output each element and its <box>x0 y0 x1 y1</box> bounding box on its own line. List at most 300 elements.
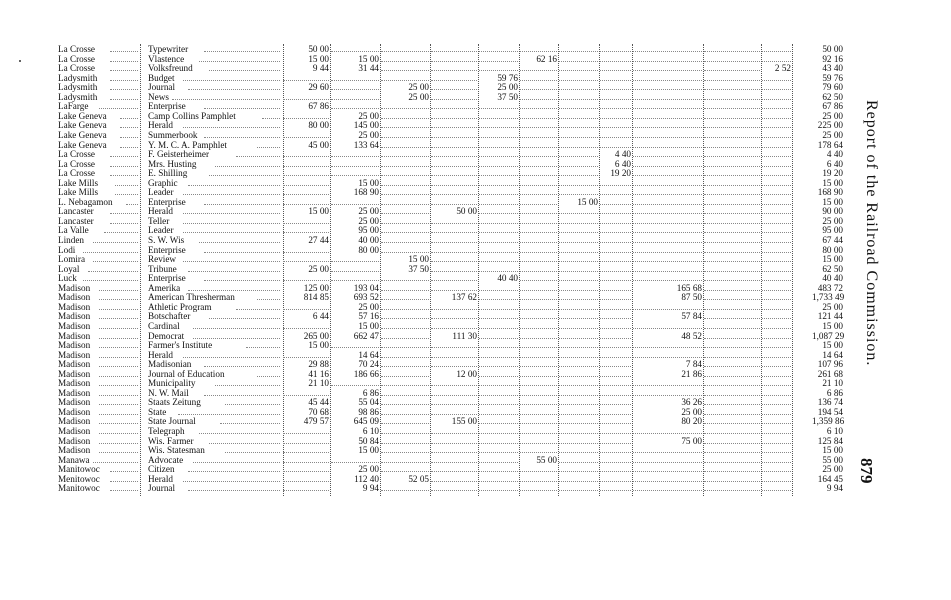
town-cell: Madison <box>58 387 91 398</box>
amount-cell <box>331 197 379 207</box>
town-cell: Madison <box>58 445 91 456</box>
amount-cell <box>381 225 429 235</box>
paper-cell: Citizen <box>148 464 175 475</box>
amount-cell <box>283 168 329 178</box>
total-cell: 92 16 <box>822 53 843 64</box>
town-cell: Madison <box>58 426 91 436</box>
amount-cell <box>559 225 598 235</box>
amount-cell <box>600 416 631 426</box>
leader-dots <box>215 166 280 167</box>
amount-cell: 125 00 <box>303 282 329 293</box>
amount-cell <box>431 197 477 207</box>
leader-dots <box>188 185 280 186</box>
amount-cell <box>633 245 702 255</box>
total-cell: 121 44 <box>817 311 843 322</box>
total-cell: 80 00 <box>822 244 843 255</box>
amount-cell <box>559 416 598 426</box>
amount-cell <box>283 216 329 226</box>
amount-cell <box>762 168 791 178</box>
amount-cell <box>520 350 557 360</box>
amount-cell <box>283 474 329 484</box>
town-cell: Ladysmith <box>58 82 98 93</box>
leader-dots <box>110 80 138 81</box>
total-cell: 15 00 <box>822 196 843 207</box>
amount-cell <box>762 111 791 121</box>
leader-dots <box>183 357 280 358</box>
amount-cell <box>762 225 791 235</box>
amount-cell <box>762 120 791 130</box>
paper-cell: Madisonian <box>148 359 192 370</box>
leader-dots <box>188 89 280 90</box>
total-cell: 55 00 <box>822 454 843 465</box>
amount-cell <box>431 378 477 388</box>
amount-cell <box>520 388 557 398</box>
amount-cell <box>762 426 791 436</box>
amount-cell <box>381 273 429 283</box>
amount-cell <box>633 168 702 178</box>
leader-dots <box>99 414 138 415</box>
amount-cell <box>381 483 429 493</box>
amount-cell <box>559 82 598 92</box>
amount-cell <box>600 264 631 274</box>
leader-dots <box>99 347 138 348</box>
amount-cell <box>520 101 557 111</box>
amount-cell <box>704 426 760 436</box>
amount-cell <box>633 483 702 493</box>
amount-cell <box>633 73 702 83</box>
leader-dots <box>99 404 138 405</box>
amount-cell <box>283 455 329 465</box>
amount-cell <box>762 101 791 111</box>
amount-cell <box>520 187 557 197</box>
town-cell: Lake Mills <box>58 177 99 188</box>
amount-cell <box>431 235 477 245</box>
town-cell: La Crosse <box>58 149 95 160</box>
amount-cell <box>520 445 557 455</box>
total-cell: 62 50 <box>822 263 843 274</box>
amount-cell <box>479 245 518 255</box>
amount-cell: 12 00 <box>456 368 477 379</box>
amount-cell <box>704 225 760 235</box>
amount-cell: 50 84 <box>358 435 379 446</box>
amount-cell <box>431 149 477 159</box>
amount-cell <box>762 149 791 159</box>
amount-cell <box>559 245 598 255</box>
amount-cell <box>600 111 631 121</box>
town-cell: Linden <box>58 235 85 245</box>
paper-cell: Amerika <box>148 282 181 293</box>
amount-cell <box>520 302 557 312</box>
amount-cell <box>600 254 631 264</box>
amount-cell <box>600 378 631 388</box>
amount-cell <box>600 54 631 64</box>
amount-cell <box>431 54 477 64</box>
total-cell: 62 50 <box>822 91 843 102</box>
amount-cell <box>283 436 329 446</box>
total-cell: 25 00 <box>822 129 843 140</box>
leader-dots <box>188 471 280 472</box>
amount-cell <box>559 216 598 226</box>
amount-cell <box>520 206 557 216</box>
paper-cell: News <box>148 91 169 102</box>
amount-cell <box>559 340 598 350</box>
amount-cell <box>559 149 598 159</box>
amount-cell <box>559 111 598 121</box>
paper-cell: N. W. Mail <box>148 387 189 398</box>
town-cell: La Crosse <box>58 168 95 179</box>
amount-cell: 265 00 <box>303 330 329 341</box>
leader-dots <box>262 118 280 119</box>
amount-cell <box>381 436 429 446</box>
amount-cell: 62 16 <box>536 53 557 64</box>
amount-cell <box>600 92 631 102</box>
amount-cell <box>762 54 791 64</box>
amount-cell <box>633 149 702 159</box>
amount-cell <box>520 359 557 369</box>
amount-cell <box>559 54 598 64</box>
paper-cell: Enterprise <box>148 196 186 207</box>
amount-cell <box>704 397 760 407</box>
amount-cell <box>704 369 760 379</box>
leader-dots <box>99 452 138 453</box>
amount-cell <box>431 359 477 369</box>
leader-dots <box>199 242 280 243</box>
amount-cell: 98 86 <box>358 406 379 417</box>
town-cell: Madison <box>58 359 91 370</box>
leader-dots <box>110 61 138 62</box>
amount-cell <box>479 254 518 264</box>
leader-dots <box>199 61 280 62</box>
amount-cell <box>600 388 631 398</box>
leader-dots <box>99 338 138 339</box>
amount-cell: 15 00 <box>358 53 379 64</box>
amount-cell <box>381 140 429 150</box>
amount-cell <box>633 54 702 64</box>
amount-cell: 52 05 <box>408 473 429 484</box>
leader-dots <box>188 290 280 291</box>
leader-dots <box>193 338 280 339</box>
amount-cell <box>559 44 598 54</box>
amount-cell <box>479 426 518 436</box>
amount-cell <box>704 120 760 130</box>
leader-dots <box>204 395 280 396</box>
amount-cell <box>633 101 702 111</box>
amount-cell: 4 40 <box>614 149 631 160</box>
amount-cell <box>559 206 598 216</box>
total-cell: 15 00 <box>822 320 843 331</box>
total-cell: 125 84 <box>817 435 843 446</box>
amount-cell <box>600 464 631 474</box>
leader-dots <box>99 443 138 444</box>
amount-cell <box>381 292 429 302</box>
paper-cell: Camp Collins Pamphlet <box>148 110 236 121</box>
amount-cell <box>559 254 598 264</box>
amount-cell: 45 44 <box>308 397 329 408</box>
amount-cell: 15 00 <box>358 445 379 456</box>
leader-dots <box>209 70 280 71</box>
amount-cell <box>600 235 631 245</box>
amount-cell <box>381 302 429 312</box>
leader-dots <box>115 194 138 195</box>
amount-cell <box>704 264 760 274</box>
amount-cell <box>520 464 557 474</box>
paper-cell: Herald <box>148 206 173 217</box>
amount-cell <box>479 63 518 73</box>
page-number: 879 <box>857 458 876 484</box>
paper-cell: Wis. Farmer <box>148 435 194 446</box>
amount-cell <box>331 101 379 111</box>
town-cell: Madison <box>58 301 91 312</box>
amount-cell: 15 00 <box>358 320 379 331</box>
amount-cell <box>600 140 631 150</box>
amount-cell <box>283 92 329 102</box>
amount-cell <box>431 464 477 474</box>
amount-cell <box>600 120 631 130</box>
total-cell: 194 54 <box>817 406 843 417</box>
amount-cell: 186 66 <box>353 368 379 379</box>
leader-dots <box>110 471 138 472</box>
amount-cell <box>520 235 557 245</box>
amount-cell <box>479 178 518 188</box>
leader-dots <box>183 481 280 482</box>
amount-cell <box>704 73 760 83</box>
total-cell: 40 40 <box>822 273 843 284</box>
amount-cell: 50 00 <box>308 44 329 54</box>
amount-cell <box>559 474 598 484</box>
amount-cell <box>633 350 702 360</box>
amount-cell <box>331 82 379 92</box>
amount-cell <box>633 111 702 121</box>
amount-cell <box>381 416 429 426</box>
leader-dots <box>183 213 280 214</box>
amount-cell <box>600 436 631 446</box>
town-cell: Madison <box>58 311 91 322</box>
town-cell: L. Nebagamon <box>58 196 113 207</box>
paper-cell: Enterprise <box>148 273 186 284</box>
paper-cell: Enterprise <box>148 101 186 112</box>
amount-cell: 25 00 <box>358 129 379 140</box>
town-cell: Lomira <box>58 254 86 265</box>
leader-dots <box>110 223 138 224</box>
amount-cell <box>431 445 477 455</box>
amount-cell <box>704 350 760 360</box>
amount-cell <box>431 245 477 255</box>
amount-cell <box>283 73 329 83</box>
amount-cell <box>431 120 477 130</box>
leader-dots <box>83 280 138 281</box>
amount-cell: 45 00 <box>308 139 329 150</box>
amount-cell <box>283 245 329 255</box>
leader-dots <box>99 376 138 377</box>
amount-cell <box>520 178 557 188</box>
amount-cell <box>633 445 702 455</box>
leader-dots <box>99 385 138 386</box>
amount-cell <box>704 455 760 465</box>
amount-cell <box>704 92 760 102</box>
leader-dots <box>93 462 138 463</box>
amount-cell: 57 16 <box>358 311 379 322</box>
amount-cell <box>479 416 518 426</box>
paper-cell: Telegraph <box>148 426 185 436</box>
paper-cell: Y. M. C. A. Pamphlet <box>148 139 227 150</box>
amount-cell <box>431 273 477 283</box>
amount-cell <box>381 369 429 379</box>
total-cell: 107 96 <box>817 359 843 370</box>
amount-cell <box>762 73 791 83</box>
paper-cell: Democrat <box>148 330 185 341</box>
leader-dots <box>120 127 138 128</box>
amount-cell <box>762 264 791 274</box>
amount-cell: 80 00 <box>358 244 379 255</box>
amount-cell <box>381 130 429 140</box>
paper-cell: Journal <box>148 483 176 494</box>
amount-cell <box>762 92 791 102</box>
amount-cell: 41 16 <box>308 368 329 379</box>
amount-cell: 80 20 <box>681 416 702 427</box>
amount-cell: 50 00 <box>456 206 477 217</box>
amount-cell <box>600 283 631 293</box>
amount-cell <box>520 321 557 331</box>
leader-dots <box>178 414 281 415</box>
leader-dots <box>93 242 138 243</box>
amount-cell <box>762 474 791 484</box>
town-cell: Manawa <box>58 454 90 465</box>
amount-cell <box>431 397 477 407</box>
amount-cell <box>762 464 791 474</box>
amount-cell <box>633 197 702 207</box>
total-cell: 1,359 86 <box>812 416 845 427</box>
leader-dots <box>99 299 138 300</box>
leader-dots <box>215 385 280 386</box>
amount-cell <box>479 378 518 388</box>
amount-cell <box>479 225 518 235</box>
amount-cell <box>704 321 760 331</box>
amount-cell <box>633 321 702 331</box>
paper-cell: Herald <box>148 349 173 360</box>
amount-cell <box>633 455 702 465</box>
amount-cell <box>283 302 329 312</box>
amount-cell <box>479 302 518 312</box>
total-cell: 59 76 <box>822 72 843 83</box>
amount-cell: 15 00 <box>577 196 598 207</box>
amount-cell <box>704 254 760 264</box>
amount-cell <box>520 92 557 102</box>
town-cell: Lodi <box>58 244 76 255</box>
amount-cell: 57 84 <box>681 311 702 322</box>
amount-cell <box>431 350 477 360</box>
amount-cell <box>600 82 631 92</box>
town-cell: Loyal <box>58 263 80 274</box>
total-cell: 25 00 <box>822 464 843 475</box>
amount-cell <box>331 149 379 159</box>
amount-cell <box>381 464 429 474</box>
town-cell: La Crosse <box>58 44 95 54</box>
leader-dots <box>120 137 138 138</box>
amount-cell <box>600 321 631 331</box>
town-cell: LaFarge <box>58 101 89 112</box>
amount-cell <box>520 407 557 417</box>
town-cell: Madison <box>58 397 91 408</box>
amount-cell <box>704 216 760 226</box>
amount-cell: 2 52 <box>774 63 791 74</box>
amount-cell <box>431 44 477 54</box>
paper-cell: Athletic Program <box>148 301 212 312</box>
total-cell: 9 94 <box>826 483 843 494</box>
leader-dots <box>257 299 280 300</box>
town-cell: Madison <box>58 416 91 427</box>
amount-cell <box>704 407 760 417</box>
amount-cell: 6 10 <box>362 426 379 436</box>
amount-cell <box>762 245 791 255</box>
amount-cell <box>762 436 791 446</box>
amount-cell <box>479 120 518 130</box>
amount-cell <box>633 120 702 130</box>
amount-cell <box>431 483 477 493</box>
amount-cell <box>559 445 598 455</box>
amount-cell <box>431 82 477 92</box>
amount-cell <box>479 197 518 207</box>
amount-cell <box>633 254 702 264</box>
town-cell: Madison <box>58 320 91 331</box>
leader-dots <box>183 261 280 262</box>
amount-cell <box>331 264 379 274</box>
amount-cell <box>704 206 760 216</box>
town-cell: La Crosse <box>58 53 95 64</box>
leader-dots <box>99 423 138 424</box>
amount-cell <box>331 378 379 388</box>
total-cell: 6 40 <box>826 158 843 169</box>
amount-cell <box>559 331 598 341</box>
amount-cell: 112 40 <box>354 473 379 484</box>
amount-cell <box>381 206 429 216</box>
amount-cell <box>381 388 429 398</box>
amount-cell <box>283 445 329 455</box>
amount-cell: 6 40 <box>614 158 631 169</box>
leader-dots <box>110 175 138 176</box>
amount-cell <box>479 235 518 245</box>
amount-cell <box>762 331 791 341</box>
town-cell: Madison <box>58 406 91 417</box>
amount-cell <box>381 44 429 54</box>
amount-cell <box>331 254 379 264</box>
town-cell: Lake Geneva <box>58 120 107 131</box>
leader-dots <box>93 261 138 262</box>
amount-cell <box>559 321 598 331</box>
amount-cell <box>559 436 598 446</box>
leader-dots <box>110 70 138 71</box>
amount-cell <box>559 73 598 83</box>
amount-cell <box>633 464 702 474</box>
leader-dots <box>120 147 138 148</box>
paper-cell: Typewriter <box>148 44 189 54</box>
amount-cell: 67 86 <box>308 101 329 112</box>
amount-cell <box>479 130 518 140</box>
leader-dots <box>204 280 280 281</box>
amount-cell: 25 00 <box>358 301 379 312</box>
amount-cell <box>479 292 518 302</box>
amount-cell <box>520 264 557 274</box>
total-cell: 25 00 <box>822 215 843 226</box>
amount-cell: 59 76 <box>497 72 518 83</box>
total-cell: 4 40 <box>826 149 843 160</box>
amount-cell <box>600 292 631 302</box>
amount-cell <box>704 44 760 54</box>
amount-cell <box>381 445 429 455</box>
amount-cell: 6 86 <box>362 387 379 398</box>
leader-dots <box>246 347 280 348</box>
town-cell: Ladysmith <box>58 91 98 102</box>
amount-cell <box>381 331 429 341</box>
